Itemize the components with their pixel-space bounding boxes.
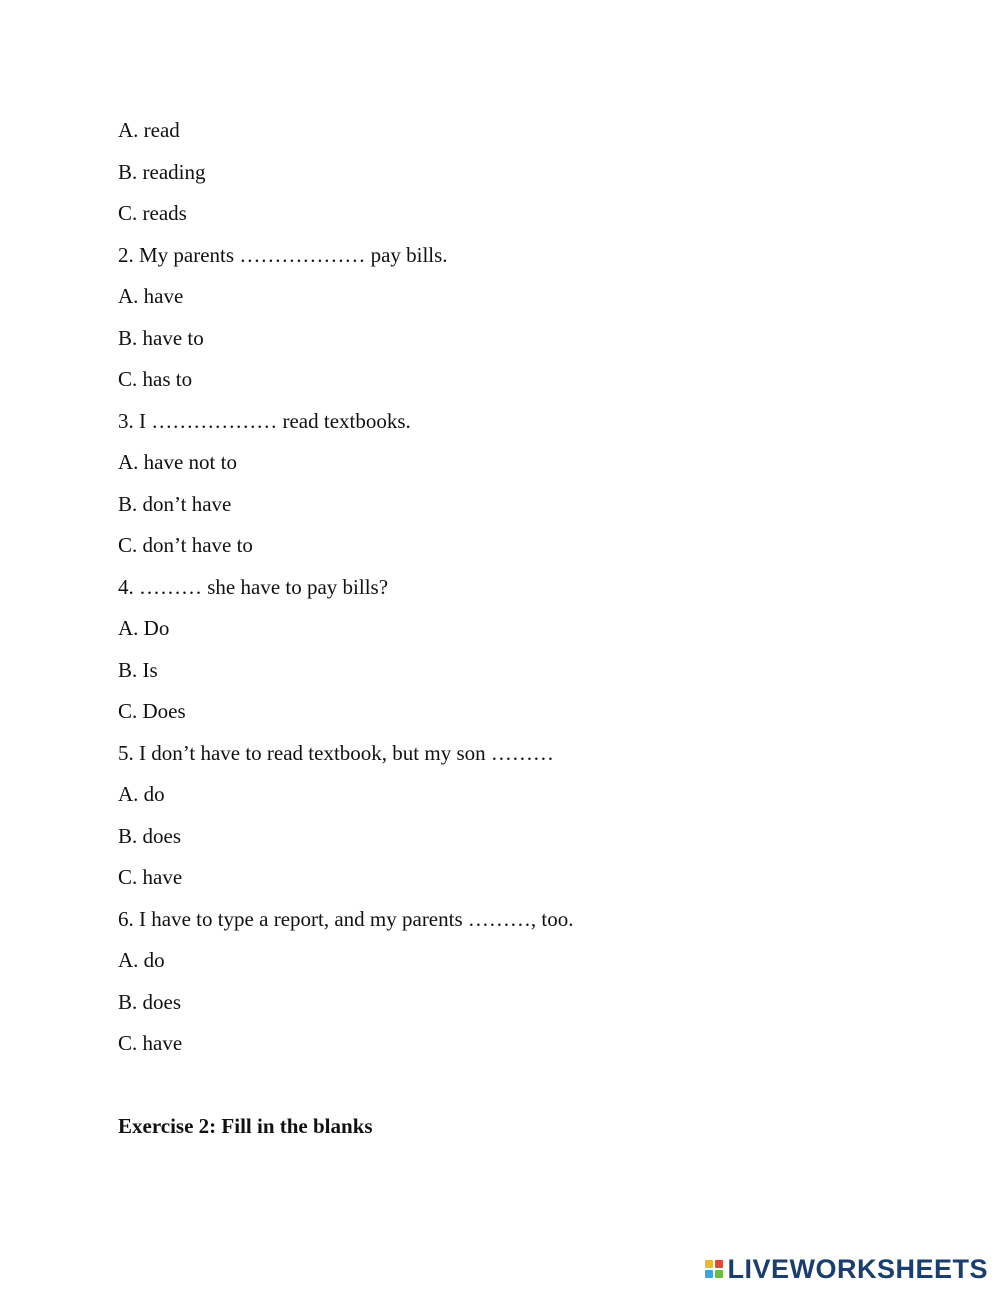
answer-option: C. don’t have to bbox=[118, 533, 253, 557]
question-text: 6. I have to type a report, and my parents ………, too. bbox=[118, 906, 574, 931]
liveworksheets-logo-icon bbox=[705, 1260, 723, 1278]
answer-option: B. does bbox=[118, 823, 181, 848]
answer-option: A. have not to bbox=[118, 450, 237, 474]
answer-option: C. reads bbox=[118, 201, 187, 225]
brand-name: LIVEWORKSHEETS bbox=[727, 1253, 988, 1284]
question-text: 5. I don’t have to read textbook, but my son ……… bbox=[118, 740, 554, 765]
question-text: 2. My parents ……………… pay bills. bbox=[118, 242, 448, 267]
question-text: 3. I ……………… read textbooks. bbox=[118, 408, 411, 433]
answer-option: A. do bbox=[118, 948, 165, 972]
answer-option: C. have bbox=[118, 1031, 183, 1055]
answer-option: A. Do bbox=[118, 616, 170, 640]
answer-option: B. have to bbox=[118, 325, 204, 350]
answer-option: B. reading bbox=[118, 159, 206, 184]
answer-option: C. has to bbox=[118, 367, 193, 391]
answer-option: B. does bbox=[118, 989, 181, 1014]
exercise-heading: Exercise 2: Fill in the blanks bbox=[118, 1114, 373, 1138]
answer-option: C. have bbox=[118, 865, 183, 889]
brand-watermark bbox=[705, 1254, 988, 1284]
worksheet-body bbox=[118, 110, 938, 1065]
question-text: 4. ……… she have to pay bills? bbox=[118, 574, 389, 599]
answer-option: B. don’t have bbox=[118, 491, 232, 516]
answer-option: A. read bbox=[118, 118, 180, 142]
answer-option: A. have bbox=[118, 284, 184, 308]
answer-option: C. Does bbox=[118, 699, 186, 723]
answer-option: A. do bbox=[118, 782, 165, 806]
answer-option: B. Is bbox=[118, 657, 158, 682]
